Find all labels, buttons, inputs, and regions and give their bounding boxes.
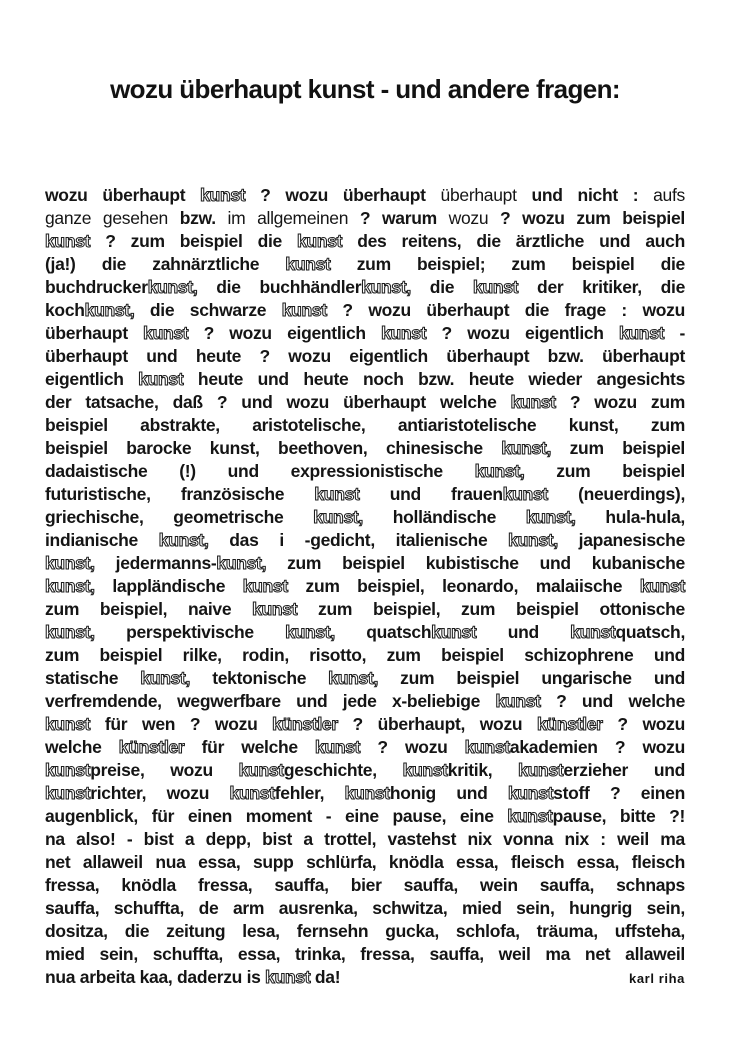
text-segment-bold: kritik, — [447, 760, 519, 780]
text-segment-bold: zum beispiel rilke, rodin, risotto, zum beispiel schizophrene und — [45, 645, 685, 665]
text-segment-outline: kunst — [639, 576, 685, 596]
text-segment-bold: zum beispiel, naive — [45, 599, 253, 619]
text-segment-outline: kunst, — [501, 438, 552, 458]
poem-title: wozu überhaupt kunst - und andere fragen: — [110, 74, 620, 104]
text-segment-outline: kunst — [238, 760, 284, 780]
poem-line — [45, 391, 685, 414]
text-segment-bold: tektonische — [190, 668, 329, 688]
text-segment-bold: zum beispiel; zum beispiel die — [330, 254, 685, 274]
text-segment-bold: und frauen — [359, 484, 503, 504]
poem-line — [45, 552, 685, 575]
text-segment-outline: kunst, — [313, 507, 363, 527]
text-segment-bold: net allaweil nua essa, supp schlürfa, knödla essa, fleisch essa, fleisch — [45, 852, 685, 872]
text-segment-bold: ? zum beispiel die — [90, 231, 297, 251]
poem-line — [45, 621, 685, 644]
text-segment-bold: mied sein, schuffta, essa, trinka, fressa, sauffa, weil ma net allaweil — [45, 944, 685, 964]
text-segment-bold: zum beispiel kubistische und kubanische — [266, 553, 685, 573]
text-segment-regular: überhaupt — [440, 185, 532, 205]
text-segment-bold: ? wozu zum — [555, 392, 685, 412]
poem-line — [45, 736, 685, 759]
text-segment-outline: künstler — [272, 714, 338, 734]
text-segment-outline: kunst — [502, 484, 548, 504]
text-segment-outline: kunst, — [328, 668, 379, 688]
text-segment-bold: richter, wozu — [90, 783, 230, 803]
text-segment-outline: kunst, — [147, 277, 198, 297]
text-segment-regular: aufs — [653, 185, 685, 205]
text-segment-bold: ? überhaupt, wozu — [337, 714, 537, 734]
text-segment-bold: überhaupt — [45, 323, 144, 343]
text-segment-bold: quatsch, — [615, 622, 686, 642]
poem-line — [45, 483, 685, 506]
text-segment-bold: ? wozu — [602, 714, 686, 734]
text-segment-bold: heute und heute noch bzw. heute wieder angesichts — [183, 369, 685, 389]
text-segment-bold: indianische — [45, 530, 159, 550]
text-segment-bold: nua arbeita kaa, daderzu is — [45, 967, 266, 987]
text-segment-bold: die — [410, 277, 474, 297]
text-segment-bold: bzw. — [179, 208, 228, 228]
text-segment-bold: augenblick, für einen moment - eine pause, eine — [45, 806, 508, 826]
text-segment-outline: kunst, — [84, 300, 135, 320]
text-segment-bold: fressa, knödla fressa, sauffa, bier sauffa, wein sauffa, schnaps — [45, 875, 685, 895]
poem-line — [45, 276, 685, 299]
text-segment-bold: akademien ? wozu — [509, 737, 686, 757]
poem-line — [45, 644, 685, 667]
text-segment-bold: - — [664, 323, 685, 343]
text-segment-outline: kunst — [265, 967, 311, 987]
text-segment-bold: das i -gedicht, italienische — [208, 530, 509, 550]
poem-last-line-text — [45, 966, 340, 989]
text-segment-bold: dadaistische (!) und expressionistische — [45, 461, 475, 481]
text-segment-outline: kunst, — [361, 277, 411, 297]
text-segment-bold: quatsch — [334, 622, 432, 642]
text-segment-bold: ? wozu überhaupt die frage : wozu — [326, 300, 685, 320]
poem-line — [45, 529, 685, 552]
text-segment-bold: buchdrucker — [45, 277, 148, 297]
poem-line — [45, 368, 685, 391]
text-segment-bold: die buchhändler — [197, 277, 362, 297]
text-segment-bold: japanesische — [557, 530, 686, 550]
text-segment-outline: kunst — [344, 783, 390, 803]
poem-line — [45, 897, 685, 920]
text-segment-bold: beispiel abstrakte, aristotelische, antiaristotelische kunst, zum — [45, 415, 685, 435]
text-segment-bold: griechische, geometrische — [45, 507, 314, 527]
text-segment-bold: ? warum — [359, 208, 449, 228]
text-segment-bold: der kritiker, die — [518, 277, 685, 297]
text-segment-bold: stoff ? einen — [553, 783, 685, 803]
text-segment-bold: überhaupt und heute ? wozu eigentlich überhaupt bzw. überhaupt — [45, 346, 685, 366]
poem-line — [45, 299, 685, 322]
poem-last-line — [45, 966, 685, 990]
poem-line — [45, 782, 685, 805]
text-segment-outline: kunst, — [285, 622, 335, 642]
text-segment-bold: wozu überhaupt — [45, 185, 201, 205]
poem-body — [45, 184, 685, 966]
text-segment-outline: kunst, — [45, 576, 95, 596]
poem-line — [45, 759, 685, 782]
text-segment-bold: ? wozu eigentlich — [426, 323, 619, 343]
poem-line — [45, 322, 685, 345]
text-segment-outline: kunst, — [474, 461, 525, 481]
text-segment-bold: sauffa, schuffta, de arm ausrenka, schwitza, mied sein, hungrig sein, — [45, 898, 685, 918]
text-segment-outline: kunst — [45, 231, 91, 251]
text-segment-outline: kunst — [402, 760, 448, 780]
text-segment-outline: kunst — [495, 691, 541, 711]
text-segment-outline: kunst — [464, 737, 510, 757]
text-segment-bold: erzieher und — [563, 760, 685, 780]
text-segment-bold: na also! - bist a depp, bist a trottel, vastehst nix vonna nix : weil ma — [45, 829, 685, 849]
text-segment-outline: kunst — [252, 599, 298, 619]
text-segment-bold: da! — [310, 967, 341, 987]
text-segment-bold: holländische — [362, 507, 526, 527]
text-segment-outline: kunst, — [525, 507, 576, 527]
text-segment-outline: kunst — [143, 323, 189, 343]
text-segment-outline: kunst — [570, 622, 616, 642]
text-segment-bold: (neuerdings), — [547, 484, 686, 504]
text-segment-bold: zum beispiel — [551, 438, 685, 458]
text-segment-outline: kunst, — [158, 530, 209, 550]
text-segment-outline: kunst — [431, 622, 477, 642]
poem-line — [45, 437, 685, 460]
text-segment-regular: im allgemeinen — [227, 208, 360, 228]
poem-line — [45, 345, 685, 368]
poem-line — [45, 414, 685, 437]
text-segment-bold: lappländische — [94, 576, 243, 596]
text-segment-bold: honig und — [389, 783, 508, 803]
text-segment-bold: futuristische, französische — [45, 484, 315, 504]
text-segment-outline: kunst, — [45, 622, 95, 642]
text-segment-bold: (ja!) die zahnärztliche — [45, 254, 286, 274]
text-segment-outline: kunst — [45, 783, 91, 803]
text-segment-outline: kunst — [314, 484, 360, 504]
text-segment-bold: dositza, die zeitung lesa, fernsehn gucka, schlofa, träuma, uffsteha, — [45, 921, 685, 941]
poem-line — [45, 690, 685, 713]
poem-line — [45, 506, 685, 529]
text-segment-bold: zum beispiel — [524, 461, 685, 481]
text-segment-bold: pause, bitte ?! — [552, 806, 686, 826]
poem-line — [45, 230, 685, 253]
text-segment-outline: kunst — [45, 760, 91, 780]
text-segment-outline: kunst — [618, 323, 665, 343]
text-segment-bold: für wen ? wozu — [90, 714, 273, 734]
text-segment-bold: ? wozu eigentlich — [188, 323, 382, 343]
poem-line — [45, 920, 685, 943]
text-segment-outline: kunst — [242, 576, 288, 596]
poem-line — [45, 828, 685, 851]
text-segment-bold: zum beispiel ungarische und — [378, 668, 685, 688]
text-segment-outline: kunst — [381, 323, 427, 343]
text-segment-outline: kunst — [507, 783, 554, 803]
text-segment-outline: kunst — [510, 392, 556, 412]
poem-line — [45, 460, 685, 483]
text-segment-outline: kunst — [229, 783, 275, 803]
poem-line — [45, 851, 685, 874]
poem-line — [45, 598, 685, 621]
poem-line — [45, 713, 685, 736]
poem-line — [45, 253, 685, 276]
poem-line — [45, 184, 685, 207]
text-segment-regular: ganze gesehen — [45, 208, 180, 228]
text-segment-outline: kunst, — [140, 668, 191, 688]
text-segment-bold: der tatsache, daß ? und wozu überhaupt welche — [45, 392, 511, 412]
text-segment-outline: kunst — [315, 737, 361, 757]
poem-line — [45, 667, 685, 690]
text-segment-outline: kunst — [507, 806, 553, 826]
text-segment-bold: jedermanns- — [94, 553, 217, 573]
text-segment-bold: ? und welche — [540, 691, 686, 711]
text-segment-bold: ? wozu — [360, 737, 465, 757]
text-segment-bold: statische — [45, 668, 141, 688]
text-segment-outline: kunst — [138, 369, 184, 389]
text-segment-outline: kunst — [285, 254, 331, 274]
text-segment-bold: des reitens, die ärztliche und auch — [342, 231, 685, 251]
text-segment-bold: hula-hula, — [575, 507, 685, 527]
text-segment-outline: kunst — [518, 760, 564, 780]
text-segment-outline: kunst — [297, 231, 343, 251]
text-segment-bold: und — [476, 622, 571, 642]
text-segment-bold: fehler, — [274, 783, 345, 803]
text-segment-bold: koch — [45, 300, 85, 320]
text-segment-bold: beispiel barocke kunst, beethoven, chinesische — [45, 438, 502, 458]
text-segment-bold: ? wozu zum beispiel — [500, 208, 685, 228]
text-segment-bold: die schwarze — [134, 300, 282, 320]
text-segment-bold: perspektivische — [94, 622, 286, 642]
poem-line — [45, 943, 685, 966]
poem-line — [45, 575, 685, 598]
text-segment-bold: geschichte, — [283, 760, 403, 780]
text-segment-outline: kunst, — [508, 530, 558, 550]
text-segment-bold: eigentlich — [45, 369, 139, 389]
text-segment-bold: welche — [45, 737, 119, 757]
text-segment-bold: preise, wozu — [90, 760, 239, 780]
text-segment-bold: ? wozu überhaupt — [245, 185, 441, 205]
poem-line — [45, 805, 685, 828]
text-segment-outline: kunst — [45, 714, 91, 734]
text-segment-bold: und nicht : — [531, 185, 654, 205]
text-segment-bold: verfremdende, wegwerfbare und jede x-beliebige — [45, 691, 496, 711]
author-signature: karl riha — [629, 971, 685, 986]
text-segment-bold: zum beispiel, zum beispiel ottonische — [297, 599, 685, 619]
text-segment-bold: für welche — [184, 737, 316, 757]
text-segment-outline: kunst, — [216, 553, 267, 573]
text-segment-bold: zum beispiel, leonardo, malaiische — [287, 576, 640, 596]
text-segment-outline: kunst — [200, 185, 246, 205]
text-segment-outline: künstler — [118, 737, 185, 757]
text-segment-outline: kunst, — [45, 553, 95, 573]
text-segment-regular: wozu — [448, 208, 501, 228]
poem-line — [45, 874, 685, 897]
poem-line — [45, 207, 685, 230]
text-segment-outline: kunst — [281, 300, 327, 320]
text-segment-outline: kunst — [473, 277, 519, 297]
text-segment-outline: künstler — [537, 714, 603, 734]
